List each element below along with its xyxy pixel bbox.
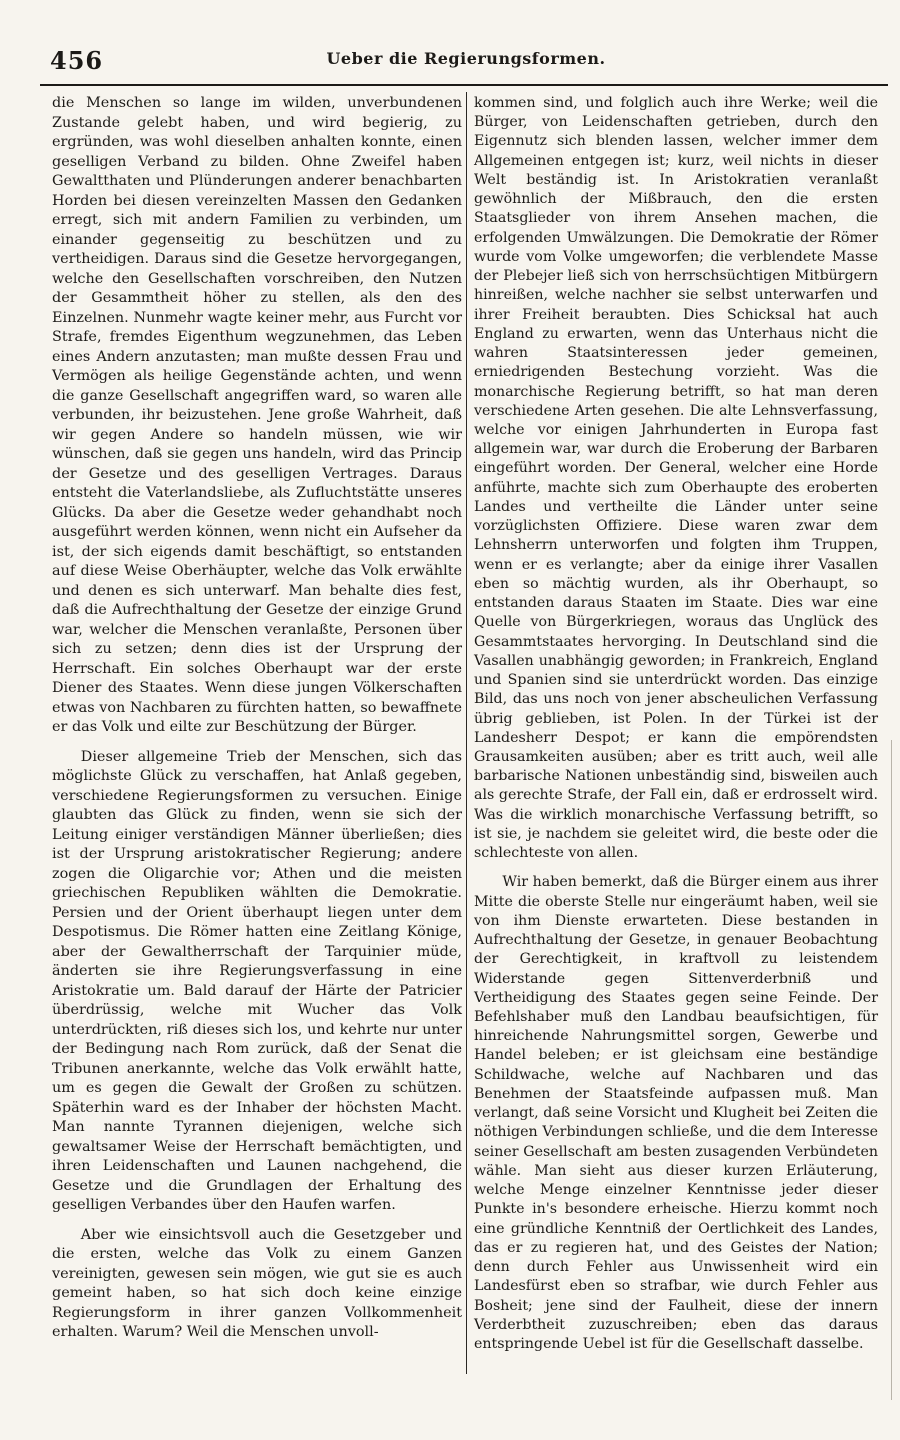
page-header	[40, 36, 892, 86]
left-paragraph-1: die Menschen so lange im wilden, unverbundenen Zustande gelebt haben, und wird begierig, zu ergründen, was wohl dieselben anhalten konnte, einen geselligen Verband zu bilden. Ohne Zweifel haben Gewaltthaten und Plünderungen anderer benachbarten Horden bei diesen vereinzelten Massen den Gedanken erregt, sich mit andern Familien zu verbinden, um einander gegenseitig zu beschützen und zu vertheidigen. Daraus sind die Gesetze hervorgegangen, welche den Gesellschaften vorschreiben, den Nutzen der Gesammtheit höher zu stellen, als den des Einzelnen. Nunmehr wagte keiner mehr, aus Furcht vor Strafe, fremdes Eigenthum wegzunehmen, das Leben eines Andern anzutasten; man mußte dessen Frau und Vermögen als heilige Gegenstände achten, und wenn die ganze Gesellschaft angegriffen ward, so waren alle verbunden, ihr beizustehen. Jene große Wahrheit, daß wir gegen Andere so handeln müssen, wie wir wünschen, daß sie gegen uns handeln, wird das Princip der Gesetze und des geselligen Vertrages. Daraus entsteht die Vaterlandsliebe, als Zufluchtstätte unseres Glücks. Da aber die Gesetze weder gehandhabt noch ausgeführt werden können, wenn nicht ein Aufseher da ist, der sich eigends damit beschäftigt, so entstanden auf diese Weise Oberhäupter, welche das Volk erwählte und denen es sich unterwarf. Man behalte dies fest, daß die Aufrechthaltung der Gesetze der einzige Grund war, welcher die Menschen veranlaßte, Personen über sich zu setzen; denn dies ist der Ursprung der Herrschaft. Ein solches Oberhaupt war der erste Diener des Staates. Wenn diese jungen Völkerschaften etwas von Nachbaren zu fürchten hatten, so bewaffnete er das Volk und eilte zur Beschützung der Bürger.	[52, 95, 462, 735]
left-column	[52, 94, 462, 1343]
column-divider	[466, 92, 467, 1374]
right-paragraph-1: kommen sind, und folglich auch ihre Werke; weil die Bürger, von Leidenschaften getrieben, durch den Eigennutz sich blenden lassen, welcher immer dem Allgemeinen entgegen ist; kurz, weil nichts in dieser Welt beständig ist. In Aristokratien veranlaßt gewöhnlich der Mißbrauch, den die ersten Staatsglieder von ihrem Ansehen machen, die erfolgenden Umwälzungen. Die Demokratie der Römer wurde vom Volke umgeworfen; die verblendete Masse der Plebejer ließ sich von herrschsüchtigen Mitbürgern hinreißen, welche nachher sie selbst unterwarfen und ihrer Freiheit beraubten. Dies Schicksal hat auch England zu erwarten, wenn das Unterhaus nicht die wahren Staatsinteressen jeder gemeinen, erniedrigenden Bestechung vorzieht. Was die monarchische Regierung betrifft, so hat man deren verschiedene Arten gesehen. Die alte Lehnsverfassung, welche vor einigen Jahrhunderten in Europa fast allgemein war, war durch die Eroberung der Barbaren eingeführt worden. Der General, welcher eine Horde anführte, machte sich zum Oberhaupte des eroberten Landes und vertheilte die Länder unter seine vorzüglichsten Offiziere. Diese waren zwar dem Lehnsherrn unterworfen und folgten ihm Truppen, wenn er es verlangte; aber da einige ihrer Vasallen eben so mächtig wurden, als ihr Oberhaupt, so entstanden daraus Staaten im Staate. Dies war eine Quelle von Bürgerkriegen, woraus das Unglück des Gesammtstaates hervorging. In Deutschland sind die Vasallen unabhängig geworden; in Frankreich, England und Spanien sind sie unterdrückt worden. Das einzige Bild, das uns noch von jener abscheulichen Verfassung übrig geblieben, ist Polen. In der Türkei ist der Landesherr Despot; er kann die empörendsten Grausamkeiten ausüben; aber es tritt auch, weil alle barbarische Nationen unbeständig sind, bisweilen auch als gerechte Strafe, der Fall ein, daß er erdrosselt wird. Was die wirklich monarchische Verfassung betrifft, so ist sie, je nachdem sie geleitet wird, die beste oder die schlechteste von allen.	[474, 95, 878, 862]
header-rule	[40, 84, 888, 86]
left-paragraph-3: Aber wie einsichtsvoll auch die Gesetzgeber und die ersten, welche das Volk zu einem Ganzen vereinigten, gewesen sein mögen, wie gut sie es auch gemeint haben, so hat sich doch keine einzige Regierungsform in ihrer ganzen Vollkommenheit erhalten. Warum? Weil die Menschen unvoll-	[52, 1226, 462, 1340]
page-number: 456	[50, 46, 104, 75]
page-edge-line	[891, 740, 892, 1400]
right-paragraph-2: Wir haben bemerkt, daß die Bürger einem aus ihrer Mitte die oberste Stelle nur eingeräumt haben, weil sie von ihm Dienste erwarteten. Diese bestanden in Aufrechthaltung der Gesetze, in genauer Beobachtung der Gerechtigkeit, in kraftvoll zu leistendem Widerstande gegen Sittenverderbniß und Vertheidigung des Staates gegen seine Feinde. Der Befehlshaber muß den Landbau beaufsichtigen, für hinreichende Nahrungsmittel sorgen, Gewerbe und Handel beleben; er ist gleichsam eine beständige Schildwache, welche auf Nachbaren und das Benehmen der Staatsfeinde aufpassen muß. Man verlangt, daß seine Vorsicht und Klugheit bei Zeiten die nöthigen Verbindungen schließe, und die dem Interesse seiner Gesellschaft am besten zusagenden Verbündeten wähle. Man sieht aus dieser kurzen Erläuterung, welche Menge einzelner Kenntnisse jeder dieser Punkte in's besondere erheische. Hierzu kommt noch eine gründliche Kenntniß der Oertlichkeit des Landes, das er zu regieren hat, und des Geistes der Nation; denn durch Fehler aus Unwissenheit wird ein Landesfürst eben so strafbar, wie durch Fehler aus Bosheit; jene sind der Faulheit, diese der innern Verderbtheit zuzuschreiben; eben das daraus entspringende Uebel ist für die Gesellschaft dasselbe.	[474, 874, 878, 1352]
right-column	[474, 94, 878, 1354]
running-title: Ueber die Regierungsformen.	[326, 49, 606, 68]
left-paragraph-2: Dieser allgemeine Trieb der Menschen, sich das möglichste Glück zu verschaffen, hat Anlaß gegeben, verschiedene Regierungsformen zu versuchen. Einige glaubten das Glück zu finden, wenn sie sich der Leitung einiger verständigen Männer überließen; dies ist der Ursprung aristokratischer Regierung; andere zogen die Oligarchie vor; Athen und die meisten griechischen Republiken wählten die Demokratie. Persien und der Orient überhaupt liegen unter dem Despotismus. Die Römer hatten eine Zeitlang Könige, aber der Gewaltherrschaft der Tarquinier müde, änderten sie ihre Regierungsverfassung in eine Aristokratie um. Bald darauf der Härte der Patricier überdrüssig, welche mit Wucher das Volk unterdrückten, riß dieses sich los, und kehrte nur unter der Bedingung nach Rom zurück, daß der Senat die Tribunen anerkannte, welche das Volk erwählt hatte, um es gegen die Gewalt der Großen zu schützen. Späterhin ward es der Inhaber der höchsten Macht. Man nannte Tyrannen diejenigen, welche sich gewaltsamer Weise der Herrschaft bemächtigten, und ihren Leidenschaften und Launen nachgehend, die Gesetze und die Grundlagen der Erhaltung des geselligen Verbandes über den Haufen warfen.	[52, 748, 462, 1213]
